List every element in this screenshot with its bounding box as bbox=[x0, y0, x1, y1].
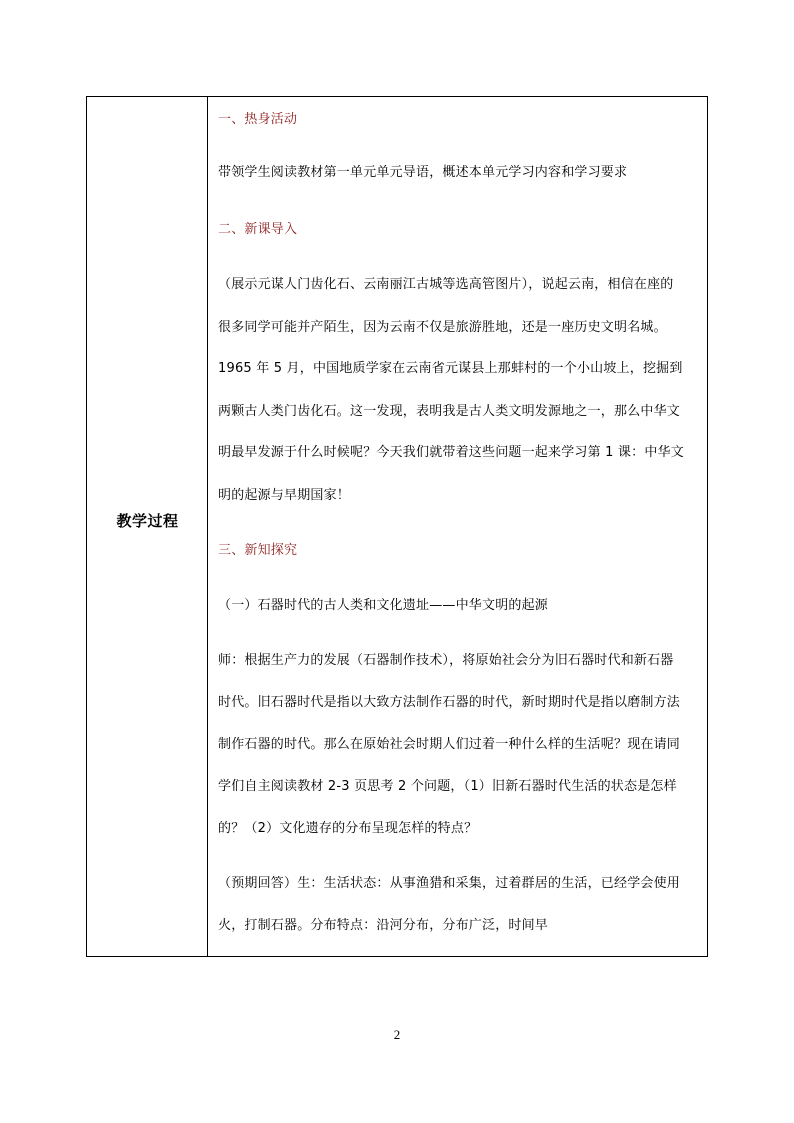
label-cell bbox=[87, 97, 208, 956]
section-label: 教学过程 bbox=[116, 512, 179, 530]
intro-line-6: 明的起源与早期国家！ bbox=[218, 488, 351, 503]
intro-line-1: （展示元谋人门齿化石、云南丽江古城等选高管图片），说起云南，相信在座的 bbox=[218, 277, 674, 292]
teacher-line-1: 师：根据生产力的发展（石器制作技术），将原始社会分为旧石器时代和新石器 bbox=[218, 653, 674, 668]
intro-line-3: 1965 年 5 月，中国地质学家在云南省元谋县上那蚌村的一个小山坡上，挖掘到 bbox=[218, 361, 683, 376]
teacher-line-3: 制作石器的时代。那么在原始社会时期人们过着一种什么样的生活呢？现在请同 bbox=[218, 737, 681, 752]
intro-line-4: 两颗古人类门齿化石。这一发现，表明我是古人类文明发源地之一，那么中华文 bbox=[218, 404, 681, 419]
heading-introduction: 二、新课导入 bbox=[218, 222, 298, 237]
heading-exploration: 三、新知探究 bbox=[218, 543, 298, 558]
paragraph-warmup: 带领学生阅读教材第一单元单元导语，概述本单元学习内容和学习要求 bbox=[218, 165, 628, 180]
heading-warmup: 一、热身活动 bbox=[218, 112, 298, 127]
lesson-table bbox=[86, 96, 708, 957]
subheading-stone-age: （一）石器时代的古人类和文化遗址——中华文明的起源 bbox=[218, 598, 549, 613]
intro-line-5: 明最早发源于什么时候呢？今天我们就带着这些问题一起来学习第 1 课：中华文 bbox=[218, 445, 684, 460]
answer-line-2: 火，打制石器。分布特点：沿河分布，分布广泛，时间早 bbox=[218, 918, 549, 933]
page-number: 2 bbox=[393, 1027, 401, 1042]
answer-line-1: （预期回答）生：生活状态：从事渔猎和采集，过着群居的生活，已经学会使用 bbox=[218, 876, 681, 891]
teacher-line-4: 学们自主阅读教材 2-3 页思考 2 个问题，（1）旧新石器时代生活的状态是怎样 bbox=[218, 779, 677, 794]
teacher-line-2: 时代。旧石器时代是指以大致方法制作石器的时代，新时期时代是指以磨制方法 bbox=[218, 695, 681, 710]
intro-line-2: 很多同学可能并产陌生，因为云南不仅是旅游胜地，还是一座历史文明名城。 bbox=[218, 320, 667, 335]
teacher-line-5: 的？（2）文化遗存的分布呈现怎样的特点？ bbox=[218, 821, 478, 836]
